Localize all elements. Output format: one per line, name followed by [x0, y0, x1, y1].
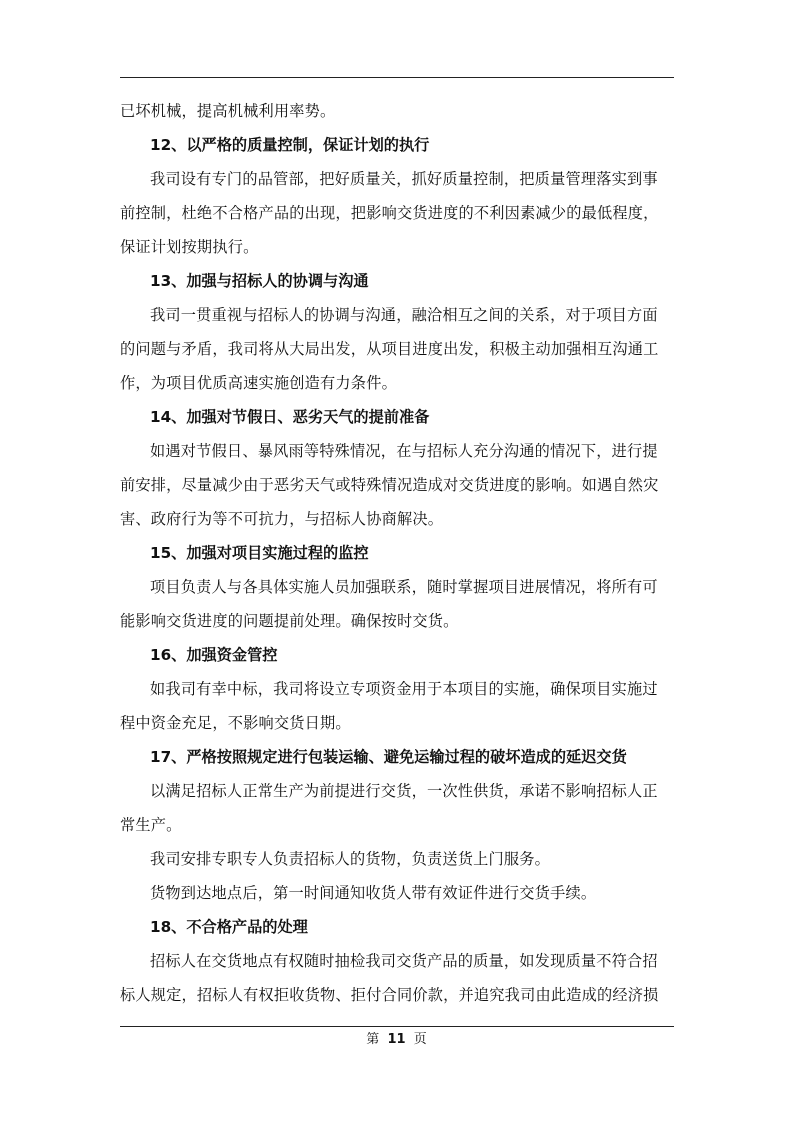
section-heading: 13、加强与招标人的协调与沟通 — [150, 272, 369, 290]
page-footer — [0, 1030, 793, 1050]
body-text-line: 作，为项目优质高速实施创造有力条件。 — [120, 374, 397, 392]
body-text-line: 如遇对节假日、暴风雨等特殊情况，在与招标人充分沟通的情况下，进行提 — [150, 442, 658, 460]
section-heading: 15、加强对项目实施过程的监控 — [150, 544, 369, 562]
body-text-line: 前安排，尽量减少由于恶劣天气或特殊情况造成对交货进度的影响。如遇自然灾 — [120, 476, 659, 494]
body-text-line: 保证计划按期执行。 — [120, 238, 259, 256]
body-text-line: 程中资金充足，不影响交货日期。 — [120, 714, 351, 732]
footer-suffix: 页 — [413, 1032, 427, 1047]
body-text-line: 标人规定，招标人有权拒收货物、拒付合同价款，并追究我司由此造成的经济损 — [120, 986, 659, 1004]
body-text-line: 已坏机械，提高机械利用率势。 — [120, 102, 336, 120]
footer-rule — [120, 1026, 674, 1027]
body-text-line: 项目负责人与各具体实施人员加强联系，随时掌握项目进展情况，将所有可 — [150, 578, 658, 596]
body-text-line: 以满足招标人正常生产为前提进行交货，一次性供货，承诺不影响招标人正 — [150, 782, 658, 800]
header-rule — [120, 77, 674, 78]
body-text-line: 我司安排专职专人负责招标人的货物，负责送货上门服务。 — [150, 850, 551, 868]
page-number: 11 — [387, 1032, 406, 1047]
section-heading: 14、加强对节假日、恶劣天气的提前准备 — [150, 408, 430, 426]
section-heading: 12、以严格的质量控制，保证计划的执行 — [150, 136, 430, 154]
body-text-line: 如我司有幸中标，我司将设立专项资金用于本项目的实施，确保项目实施过 — [150, 680, 658, 698]
body-text-line: 货物到达地点后，第一时间通知收货人带有效证件进行交货手续。 — [150, 884, 597, 902]
body-text-line: 我司设有专门的品管部，把好质量关，抓好质量控制，把质量管理落实到事 — [150, 170, 658, 188]
body-text-line: 我司一贯重视与招标人的协调与沟通，融洽相互之间的关系，对于项目方面 — [150, 306, 658, 324]
section-heading: 18、不合格产品的处理 — [150, 918, 308, 936]
body-text-line: 能影响交货进度的问题提前处理。确保按时交货。 — [120, 612, 459, 630]
body-text-line: 的问题与矛盾，我司将从大局出发，从项目进度出发，积极主动加强相互沟通工 — [120, 340, 659, 358]
body-text-line: 害、政府行为等不可抗力，与招标人协商解决。 — [120, 510, 444, 528]
body-text-line: 招标人在交货地点有权随时抽检我司交货产品的质量，如发现质量不符合招 — [150, 952, 658, 970]
section-heading: 17、严格按照规定进行包装运输、避免运输过程的破坏造成的延迟交货 — [150, 748, 627, 766]
footer-prefix: 第 — [366, 1032, 380, 1047]
document-body — [120, 94, 674, 1012]
section-heading: 16、加强资金管控 — [150, 646, 278, 664]
body-text-line: 前控制，杜绝不合格产品的出现，把影响交货进度的不利因素减少的最低程度， — [120, 204, 659, 222]
body-text-line: 常生产。 — [120, 816, 182, 834]
